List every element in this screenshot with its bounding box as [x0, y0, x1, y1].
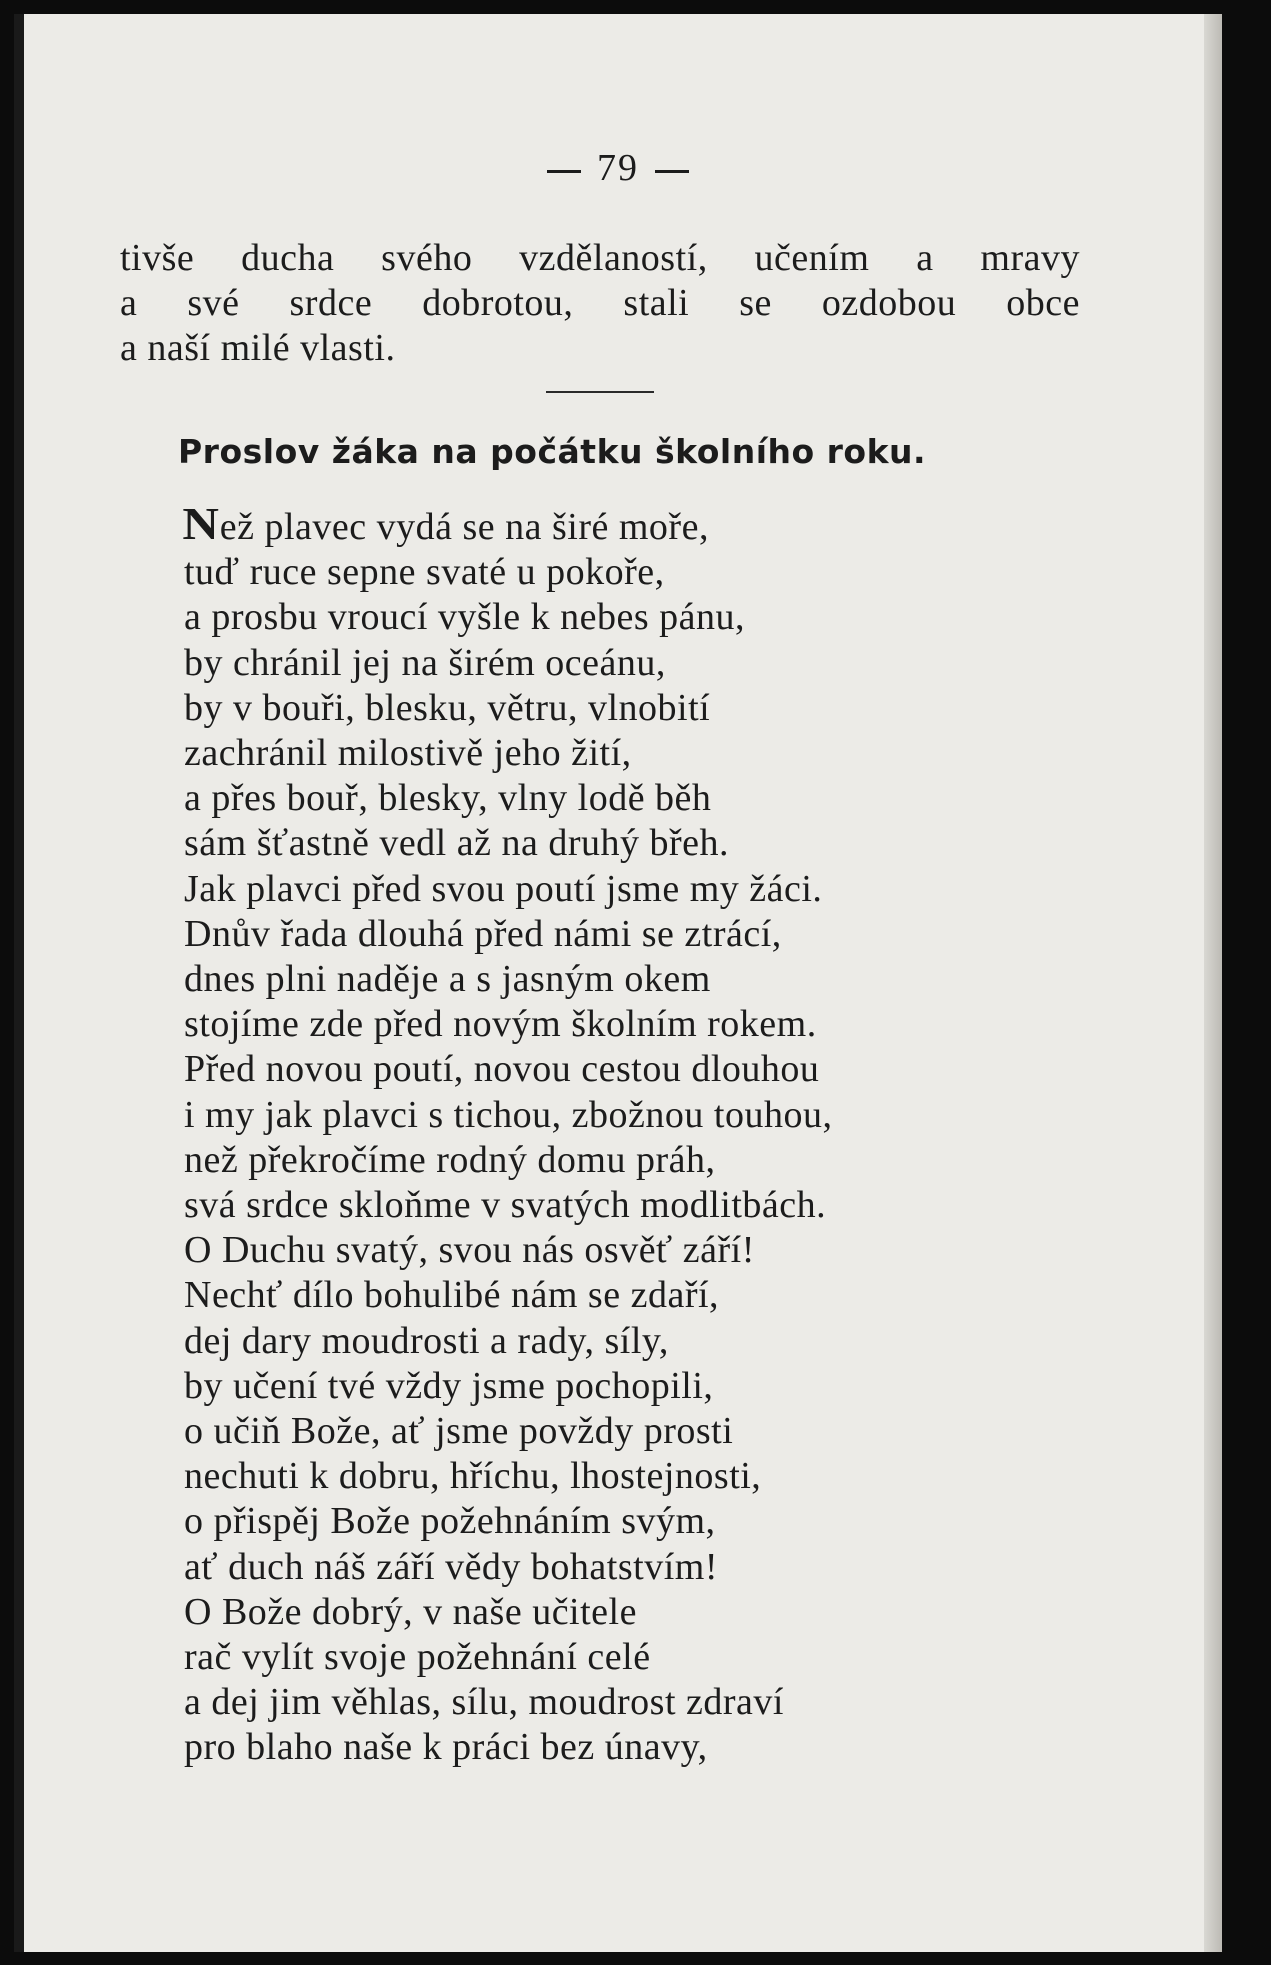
page-number-dash-left [547, 170, 581, 173]
poem-line: dej dary moudrosti a rady, síly, [184, 1319, 669, 1362]
poem-line: a dej jim věhlas, sílu, moudrost zdraví [184, 1681, 784, 1724]
drop-cap: N [182, 498, 220, 549]
poem-line: by v bouři, blesku, větru, vlnobití [184, 686, 711, 729]
section-separator [546, 391, 654, 393]
poem-line: Dnův řada dlouhá před námi se ztrácí, [184, 912, 782, 955]
poem [182, 498, 1064, 1771]
prose-line: a naší milé vlasti. [120, 327, 396, 369]
section-heading: Proslov žáka na počátku školního roku. [178, 432, 927, 471]
poem-line: Před novou poutí, novou cestou dlouhou [184, 1048, 820, 1091]
poem-line: sám šťastně vedl až na druhý břeh. [184, 822, 730, 865]
poem-line-first [182, 498, 1064, 550]
poem-line: než překročíme rodný domu práh, [184, 1138, 716, 1181]
page-number-dash-right [655, 170, 689, 173]
poem-line-first-text: ež plavec vydá se na širé moře, [219, 506, 709, 548]
prose-line: a své srdce dobrotou, stali se ozdobou obce [120, 282, 1080, 324]
poem-line: i my jak plavci s tichou, zbožnou touhou, [184, 1093, 833, 1136]
book-page [14, 14, 1222, 1952]
poem-line: svá srdce skloňme v svatých modlitbách. [184, 1184, 827, 1227]
page-number-value: 79 [597, 147, 639, 189]
poem-line: O Bože dobrý, v naše učitele [184, 1590, 637, 1633]
poem-line: o učiň Bože, ať jsme povždy prosti [184, 1410, 734, 1453]
page-binding-edge [14, 14, 24, 1952]
page-number [14, 146, 1222, 190]
poem-line: pro blaho naše k práci bez únavy, [184, 1726, 708, 1769]
poem-line: Nechť dílo bohulibé nám se zdaří, [184, 1274, 720, 1317]
poem-line: a přes bouř, blesky, vlny lodě běh [184, 777, 712, 820]
poem-line: ať duch náš září vědy bohatstvím! [184, 1545, 718, 1588]
prose-paragraph [120, 236, 1080, 371]
page-outer-edge [1204, 14, 1222, 1952]
poem-line: O Duchu svatý, svou nás osvěť září! [184, 1229, 755, 1272]
poem-line: by chránil jej na širém oceánu, [184, 641, 666, 684]
poem-line: nechuti k dobru, hříchu, lhostejnosti, [184, 1455, 762, 1498]
poem-line: Jak plavci před svou poutí jsme my žáci. [184, 867, 823, 910]
prose-line: tivše ducha svého vzdělaností, učením a mravy [120, 237, 1080, 279]
poem-line: tuď ruce sepne svaté u pokoře, [184, 551, 665, 594]
poem-line: by učení tvé vždy jsme pochopili, [184, 1364, 714, 1407]
poem-line: stojíme zde před novým školním rokem. [184, 1003, 817, 1046]
poem-line: a prosbu vroucí vyšle k nebes pánu, [184, 596, 745, 639]
poem-line: o přispěj Bože požehnáním svým, [184, 1500, 716, 1543]
poem-line: dnes plni naděje a s jasným okem [184, 958, 711, 1001]
poem-line: zachránil milostivě jeho žití, [184, 732, 632, 775]
poem-line: rač vylít svoje požehnání celé [184, 1636, 651, 1679]
